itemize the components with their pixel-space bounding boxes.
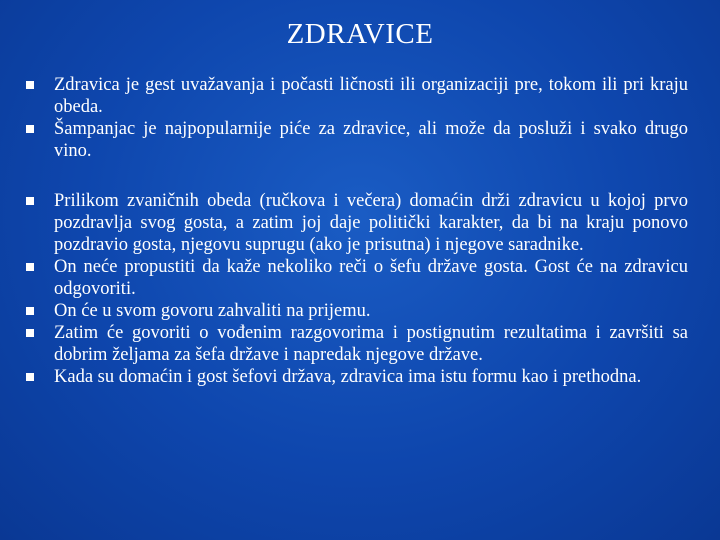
square-bullet-icon [26,307,34,315]
bullet-text: On neće propustiti da kaže nekoliko reči o šefu države gosta. Gost će na zdravicu odgovoriti. [54,257,688,299]
bullet-item [26,366,688,388]
square-bullet-icon [26,263,34,271]
square-bullet-icon [26,197,34,205]
square-bullet-icon [26,125,34,133]
bullet-text: Kada su domaćin i gost šefovi država, zdravica ima istu formu kao i prethodna. [54,367,642,387]
bullet-text: Zatim će govoriti o vođenim razgovorima i postignutim rezultatima i završiti sa dobrim željama za šefa države i napredak njegove države. [54,323,688,365]
bullet-item [26,300,688,322]
bullet-item [26,74,688,118]
bullet-item [26,256,688,300]
square-bullet-icon [26,373,34,381]
slide-title: ZDRAVICE [286,18,434,50]
bullet-text: Šampanjac je najpopularnije piće za zdravice, ali može da posluži i svako drugo vino. [54,119,688,161]
square-bullet-icon [26,329,34,337]
bullet-item [26,322,688,366]
bullet-text: Zdravica je gest uvažavanja i počasti ličnosti ili organizaciji pre, tokom ili pri kraju obeda. [54,75,688,117]
bullet-item [26,190,688,256]
bullet-text: On će u svom govoru zahvaliti na prijemu. [54,301,371,321]
square-bullet-icon [26,81,34,89]
bullet-list [26,74,688,388]
bullet-item [26,118,688,162]
bullet-text: Prilikom zvaničnih obeda (ručkova i večera) domaćin drži zdravicu u kojoj prvo pozdravlja svog gosta, a zatim joj daje politički karakter, da bi na kraju ponovo pozdravio gosta, njegovu suprugu (ako je prisutna) i njegove saradnike. [54,191,688,255]
